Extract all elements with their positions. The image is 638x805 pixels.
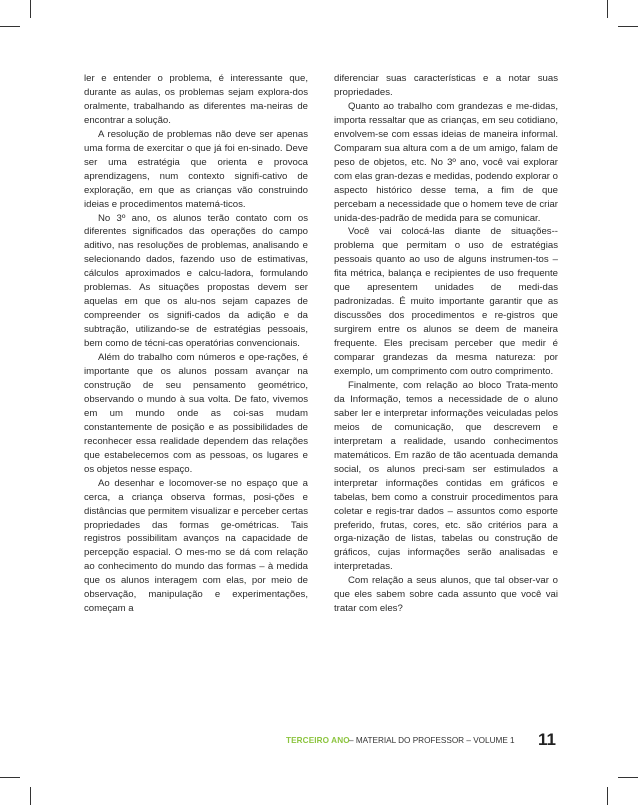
left-text-column	[84, 72, 308, 616]
page-number: 11	[538, 730, 556, 749]
crop-mark-bottom-right-horizontal	[618, 777, 638, 778]
paragraph: Finalmente, com relação ao bloco Trata-mento da Informação, temos a necessidade de o aluno saber ler e interpretar informações veiculadas pelos meios de comunicação, que descrevem e interpretam a realidade, usando conhecimentos matemáticos. Em razão de tão acentuada demanda social, os alunos preci-sam ser estimulados a interpretar informações contidas em gráficos e tabelas, bem como a construir procedimentos para coletar e regis-trar dados – assuntos como esporte preferido, frutas, cores, etc. são critérios para a orga-nização de listas, tabelas ou construção de gráficos, cujas informações serão analisadas e interpretadas.	[334, 379, 558, 573]
crop-mark-top-left-vertical	[30, 0, 31, 18]
paragraph: A resolução de problemas não deve ser apenas uma forma de exercitar o que já foi en-sinado. Deve ser uma estratégia que orienta e provoca aprendizagens, num contexto signifi-cativo de exploração, em que as crianças vão construindo ideias e procedimentos matemá-ticos.	[84, 128, 308, 210]
paragraph: Além do trabalho com números e ope-rações, é importante que os alunos possam avançar na construção de seu pensamento geométrico, observando o mundo à sua volta. De fato, vivemos em um mundo onde as coi-sas mudam constantemente de posição e as possibilidades de reconhecer essa realidade dependem das relações que estabelecemos com as pessoas, os lugares e os objetos nesse espaço.	[84, 352, 308, 475]
paragraph: Você vai colocá-las diante de situações--problema que permitam o uso de estratégias pessoais quanto ao uso de alguns instrumen-tos – fita métrica, balança e recipientes de uso frequente que apresentem unidades de medi-das padronizadas. É muito importante garantir que as discussões dos procedimentos e re-gistros que surgirem entre os alunos se deem de maneira frequente. Eles precisam perceber que medir é comparar grandezas da mesma natureza: por exemplo, um comprimento com outro comprimento.	[334, 226, 558, 378]
footer-title: – MATERIAL DO PROFESSOR – VOLUME 1	[349, 736, 515, 745]
paragraph: diferenciar suas características e a notar suas propriedades.	[334, 73, 558, 98]
paragraph: ler e entender o problema, é interessante que, durante as aulas, os problemas sejam explora-dos oralmente, trabalhando as diferentes ma-neiras de encontrar a solução.	[84, 73, 308, 126]
footer-series-label: TERCEIRO ANO	[286, 736, 350, 745]
page-footer	[276, 731, 576, 751]
crop-mark-bottom-right-vertical	[607, 787, 608, 805]
crop-mark-bottom-left-vertical	[30, 787, 31, 805]
paragraph: Quanto ao trabalho com grandezas e me-didas, importa ressaltar que as crianças, em seu cotidiano, envolvem-se com essas ideias de maneira informal. Comparam sua altura com a de um amigo, falam de peso de objetos, etc. No 3º ano, você vai explorar com elas gran-dezas e medidas, podendo explorar o aspecto histórico desse tema, a fim de que percebam a necessidade que o homem teve de criar unida-des-padrão de medida para se comunicar.	[334, 100, 558, 224]
crop-mark-top-right-horizontal	[618, 26, 638, 27]
paragraph: No 3º ano, os alunos terão contato com os diferentes significados das operações do campo aditivo, nas resoluções de problemas, analisando e selecionando dados, fazendo uso de estimativas, cálculos aproximados e calcu-ladora, formulando problemas. As situações propostas devem ser aquelas em que os alu-nos sejam capazes de compreender os signifi-cados da adição e da subtração, utilizando-se de estratégias pessoais, bem como de técni-cas operatórias convencionais.	[84, 212, 308, 350]
crop-mark-bottom-left-horizontal	[0, 777, 20, 778]
paragraph: Com relação a seus alunos, que tal obser-var o que eles sabem sobre cada assunto que você vai tratar com eles?	[334, 575, 558, 615]
paragraph: Ao desenhar e locomover-se no espaço que a cerca, a criança observa formas, posi-ções e distâncias que permitem visualizar e perceber certas propriedades das formas ge-ométricas. Tais registros possibilitam avanços na capacidade de percepção espacial. O mes-mo se dá com relação ao conhecimento do mundo das formas – à medida que os alunos interagem com elas, por meio de observação, manipulação e experimentações, começam a	[84, 477, 308, 615]
right-text-column	[334, 72, 558, 616]
crop-mark-top-right-vertical	[607, 0, 608, 18]
crop-mark-top-left-horizontal	[0, 26, 20, 27]
